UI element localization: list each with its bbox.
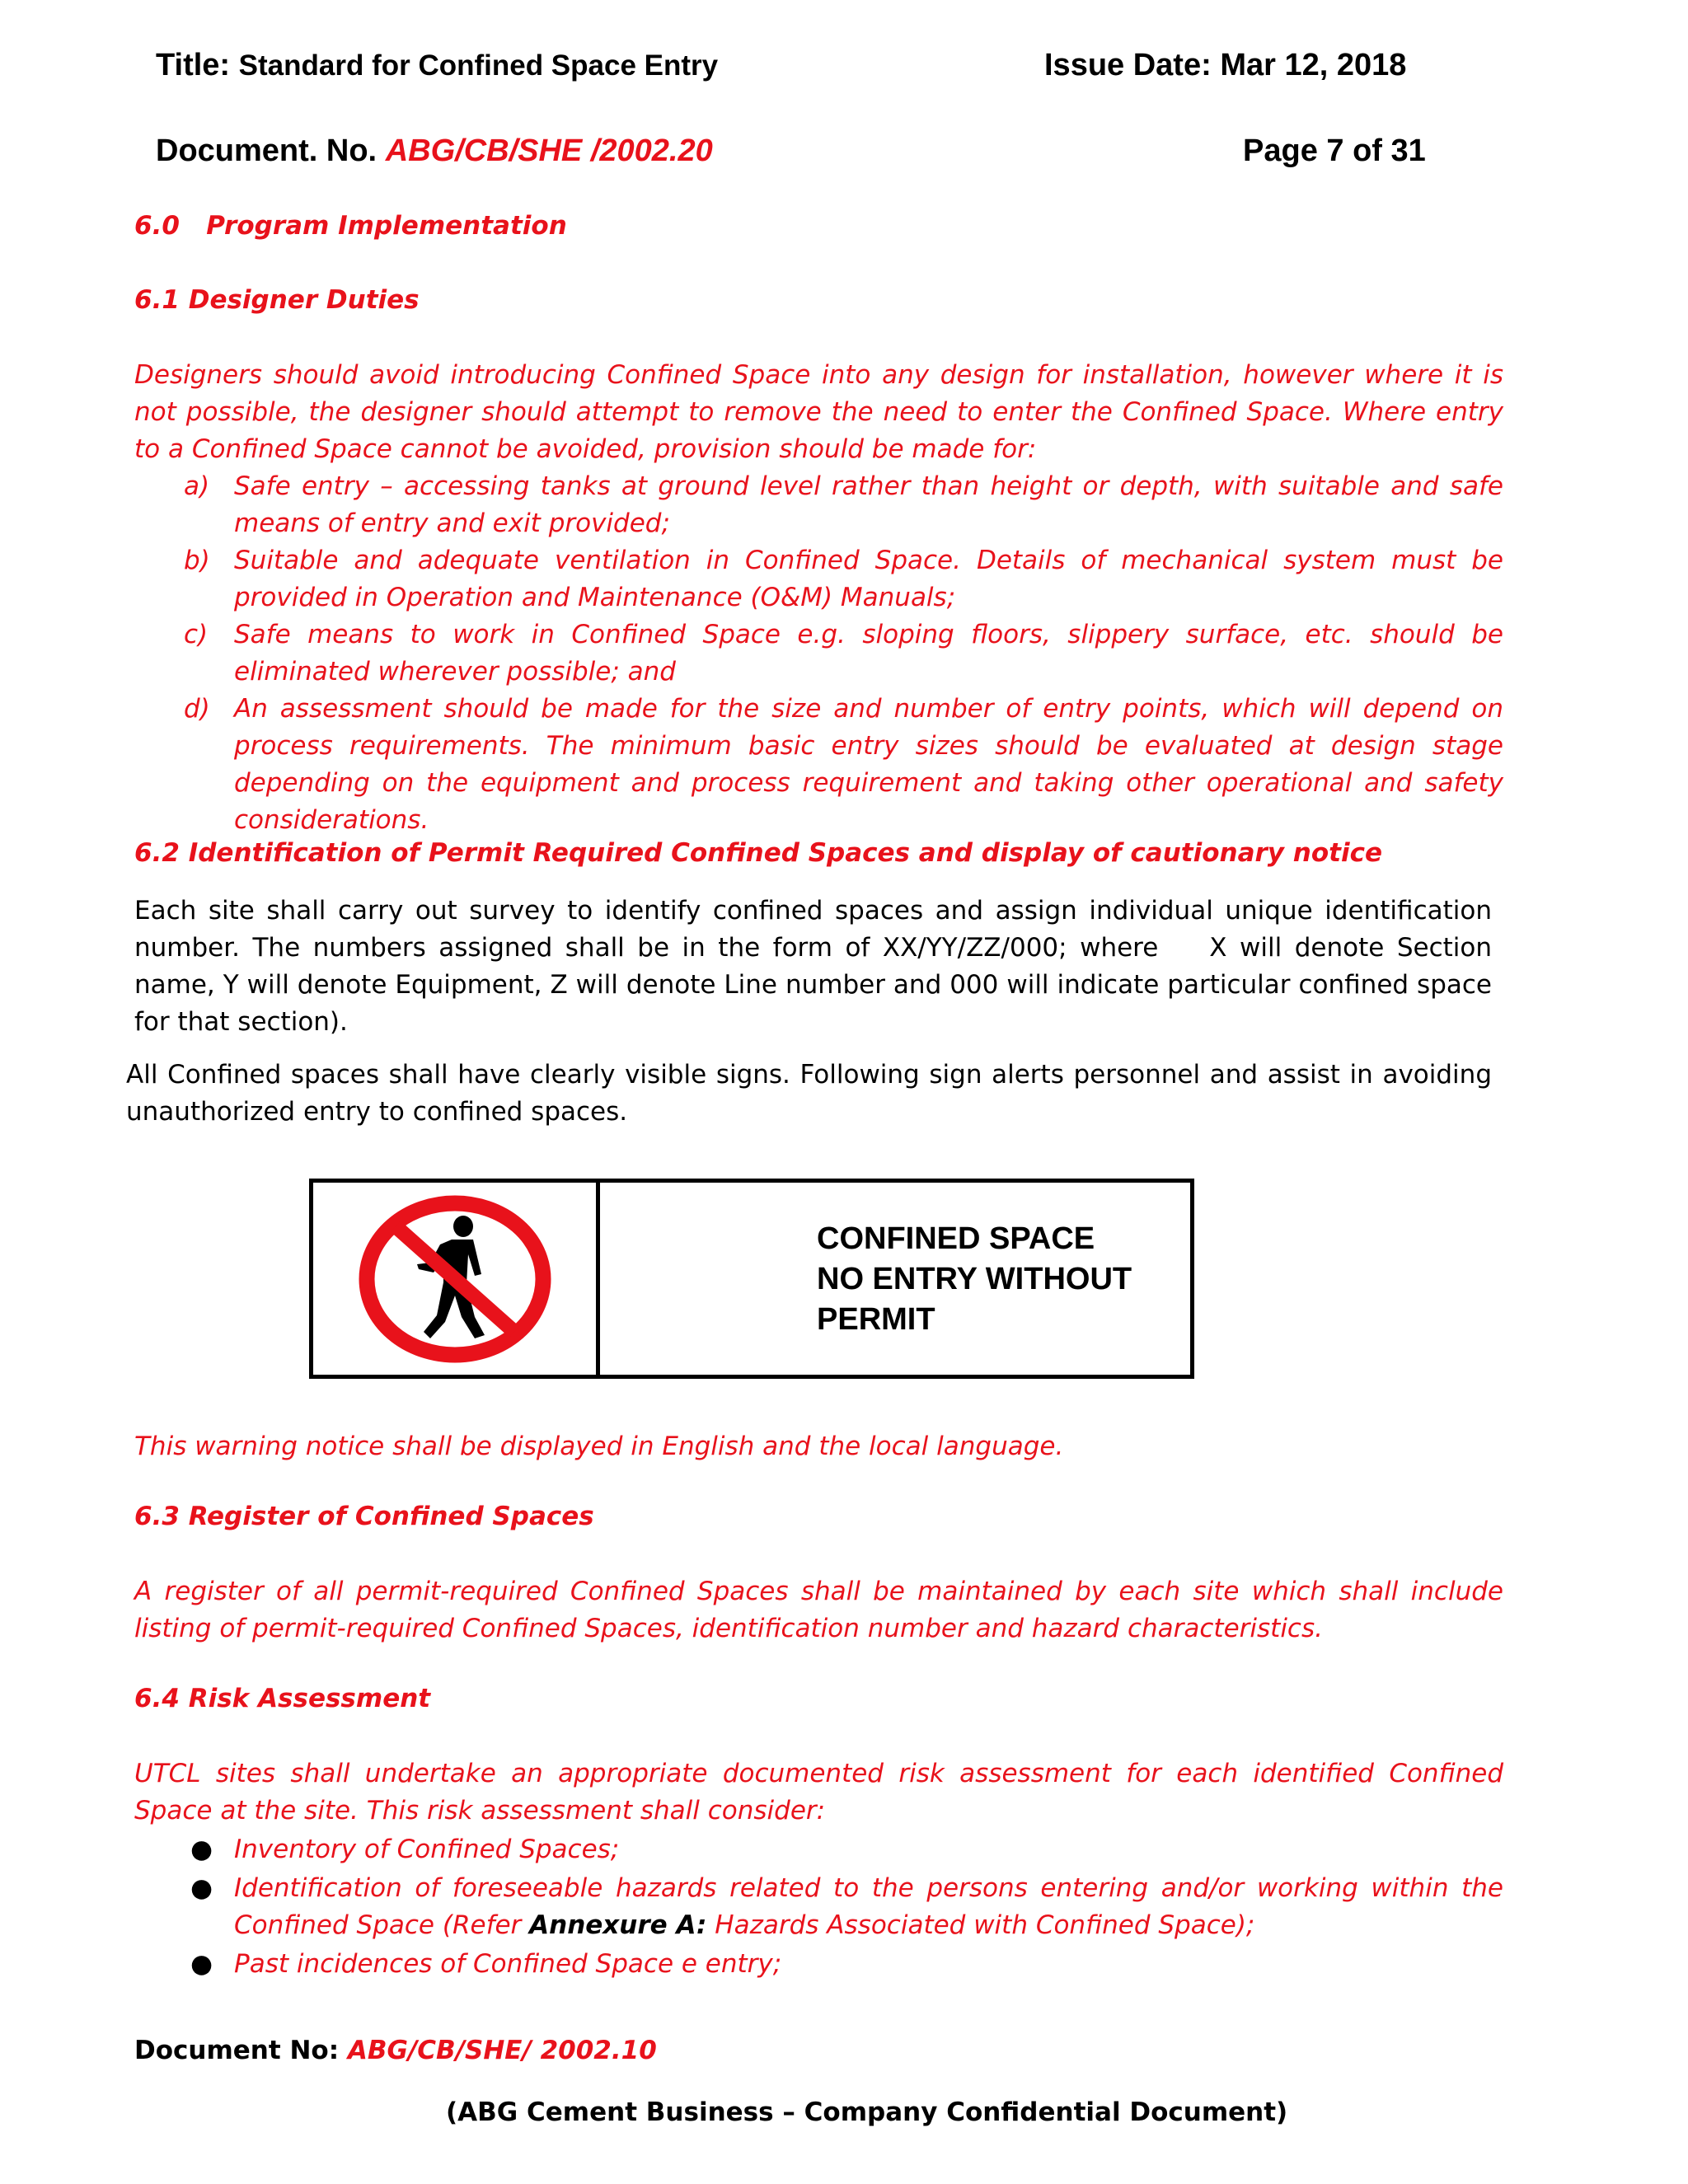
footer-docno-label: Document No: [134, 2036, 340, 2065]
list-item [134, 691, 1503, 839]
issue-date-value: Mar 12, 2018 [1220, 48, 1407, 82]
footer-docno-value: ABG/CB/SHE/ 2002.10 [347, 2036, 657, 2065]
section-6-3-heading: 6.3 Register of Confined Spaces [134, 1502, 594, 1531]
sign-text: CONFINED SPACE NO ENTRY WITHOUT PERMIT [817, 1221, 1132, 1337]
list-item-text-start: Identification of foreseeable hazards related to the persons entering and/or working within the Confined Space (Refer [234, 1873, 1503, 1940]
warning-notice-language: This warning notice shall be displayed in English and the local language. [134, 1432, 1064, 1461]
document-number-value: ABG/CB/SHE /2002.20 [385, 134, 713, 168]
footer-confidential: (ABG Cement Business – Company Confidential Document) [446, 2097, 1288, 2127]
document-number [156, 134, 713, 169]
list-item-text: An assessment should be made for the size and number of entry points, which will depend on process requirements. The minimum basic entry sizes should be evaluated at design stage depending on the equipment and process requirement and taking other operational and safety considerations. [234, 694, 1503, 835]
section-6-0-heading: 6.0 Program Implementation [134, 211, 567, 241]
issue-date [1044, 48, 1406, 83]
list-item-text: Safe means to work in Confined Space e.g. sloping floors, slippery surface, etc. should be eliminated wherever possible; and [234, 620, 1503, 687]
section-6-2-heading: 6.2 Identification of Permit Required Confined Spaces and display of cautionary notice [134, 838, 1382, 868]
list-item-text-end: Hazards Associated with Confined Space); [706, 1910, 1255, 1940]
list-item-text: Inventory of Confined Spaces; [234, 1835, 620, 1864]
section-6-3-para: A register of all permit-required Confined Spaces shall be maintained by each site which shall include listing of permit-required Confined Spaces, identification number and hazard characteristics. [134, 1577, 1503, 1643]
section-6-4-para: UTCL sites shall undertake an appropriate documented risk assessment for each identified Confined Space at the site. This risk assessment shall consider: [134, 1759, 1503, 1825]
confined-space-sign [309, 1179, 1194, 1379]
list-item [134, 1831, 1503, 1868]
section-6-4-heading: 6.4 Risk Assessment [134, 1684, 431, 1713]
title-label: Title: [156, 48, 231, 82]
list-item-text: Suitable and adequate ventilation in Confined Space. Details of mechanical system must be provided in Operation and Maintenance (O&M) Manuals; [234, 546, 1503, 612]
list-marker: b) [184, 546, 210, 575]
footer-document-number [134, 2036, 657, 2065]
list-marker: d) [184, 694, 210, 724]
designer-provisions-list [134, 468, 1503, 839]
bullet-icon: ● [190, 1873, 213, 1903]
sign-text-cell [600, 1183, 1190, 1375]
risk-assessment-list [134, 1831, 1503, 1983]
list-item [134, 1870, 1503, 1944]
issue-date-label: Issue Date: [1044, 48, 1212, 82]
document-number-label: Document. No. [156, 134, 377, 168]
annexure-reference: Annexure A: [529, 1910, 707, 1940]
list-item-text: Safe entry – accessing tanks at ground level rather than height or depth, with suitable and safe means of entry and exit provided; [234, 471, 1503, 538]
section-6-1-heading: 6.1 Designer Duties [134, 285, 420, 315]
list-marker: a) [184, 471, 210, 501]
bullet-icon: ● [190, 1949, 213, 1979]
section-6-2-para-2: All Confined spaces shall have clearly visible signs. Following sign alerts personnel and assist in avoiding unauthorized entry to confined spaces. [126, 1060, 1492, 1127]
list-item [134, 616, 1503, 691]
title-value: Standard for Confined Space Entry [238, 49, 719, 82]
sign-symbol-cell [313, 1183, 600, 1375]
title-line [156, 48, 718, 83]
list-item [134, 1946, 1503, 1983]
bullet-icon: ● [190, 1835, 213, 1864]
page-number: Page 7 of 31 [1243, 134, 1426, 168]
section-6-2-para-1: Each site shall carry out survey to identify confined spaces and assign individual unique identification number. The numbers assigned shall be in the form of XX/YY/ZZ/000; where X will denote Section name, Y will denote Equipment, Z will denote Line number and 000 will indicate particular confined space for that section). [134, 896, 1500, 1037]
list-item-text: Past incidences of Confined Space e entry; [234, 1949, 782, 1979]
list-item [134, 468, 1503, 542]
no-entry-person-icon [358, 1193, 552, 1365]
section-6-1-intro: Designers should avoid introducing Confined Space into any design for installation, however where it is not possible, the designer should attempt to remove the need to enter the Confined Space. Where entry to a Confined Space cannot be avoided, provision should be made for: [134, 360, 1503, 464]
list-item [134, 542, 1503, 616]
list-marker: c) [184, 620, 209, 649]
